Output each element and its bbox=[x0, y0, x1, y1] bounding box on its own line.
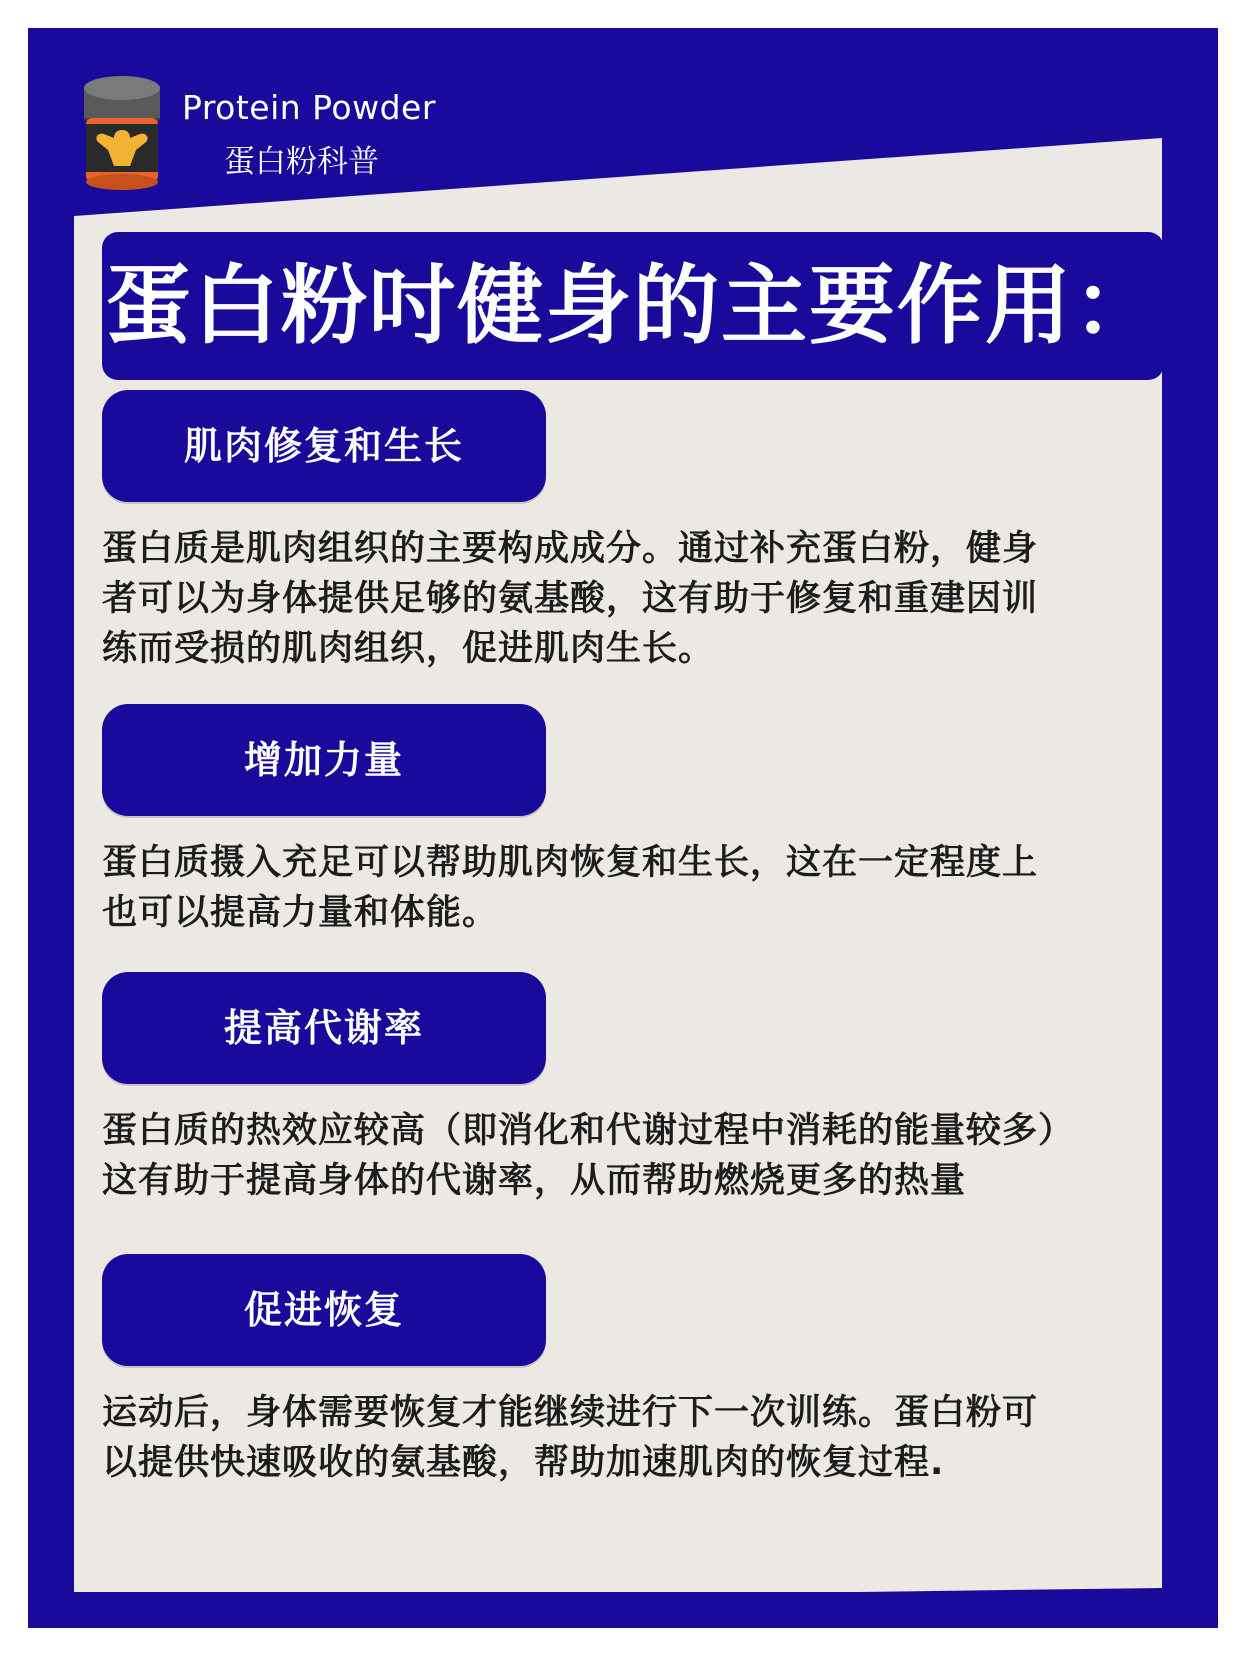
section-text-metabolism bbox=[102, 1106, 1182, 1206]
section-text-muscle-repair bbox=[102, 524, 1182, 674]
page-title: 蛋白粉吋健身的主要作用： bbox=[102, 232, 1164, 380]
section-heading-strength: 增加力量 bbox=[102, 704, 546, 816]
text-line: 运动后，身体需要恢复才能继续进行下一次训练。蛋白粉可 bbox=[102, 1393, 1039, 1433]
text-line: 练而受损的肌肉组织，促进肌肉生长。 bbox=[102, 629, 715, 669]
section-heading-metabolism: 提高代谢率 bbox=[102, 972, 546, 1084]
text-line: 以提供快速吸收的氨基酸，帮助加速肌肉的恢复过程. bbox=[102, 1443, 945, 1483]
brand-english: Protein Powder bbox=[182, 88, 436, 127]
poster-frame bbox=[28, 28, 1218, 1628]
text-line: 也可以提高力量和体能。 bbox=[102, 893, 499, 933]
text-line: 这有助于提高身体的代谢率，从而帮助燃烧更多的热量 bbox=[102, 1161, 967, 1201]
text-line: 蛋白质摄入充足可以帮助肌肉恢复和生长，这在一定程度上 bbox=[102, 843, 1039, 883]
section-heading-recovery: 促进恢复 bbox=[102, 1254, 546, 1366]
text-line: 者可以为身体提供足够的氨基酸，这有助于修复和重建因训 bbox=[102, 579, 1039, 619]
text-line: 蛋白质的热效应较高（即消化和代谢过程中消耗的能量较多） bbox=[102, 1111, 1075, 1151]
section-heading-muscle-repair: 肌肉修复和生长 bbox=[102, 390, 546, 502]
protein-jar-icon bbox=[80, 68, 164, 194]
section-text-strength bbox=[102, 838, 1182, 938]
text-line: 蛋白质是肌肉组织的主要构成成分。通过补充蛋白粉，健身 bbox=[102, 529, 1039, 569]
section-text-recovery bbox=[102, 1388, 1182, 1488]
brand-chinese: 蛋白粉科普 bbox=[224, 144, 379, 180]
